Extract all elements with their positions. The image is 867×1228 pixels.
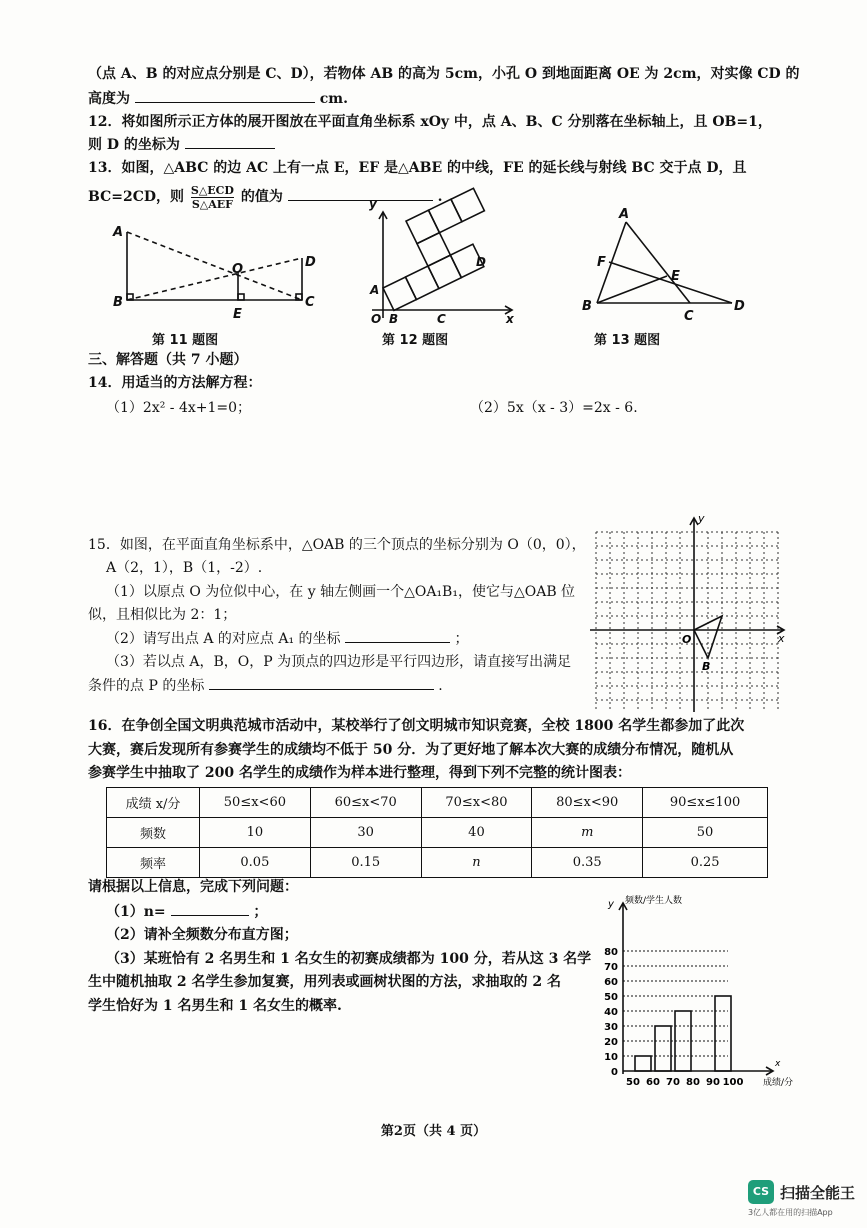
q16-part1-end: ； [253,904,268,920]
hist-bar [715,996,731,1071]
q11-line1: （点 A、B 的对应点分别是 C、D），若物体 AB 的高为 5cm，小孔 O 到地面距离 OE 为 2cm，对实像 CD 的 [88,66,800,82]
figure-13 [582,207,745,324]
q15-line4: 似，且相似比为 2：1； [88,607,237,623]
table-cell: 40 [421,818,532,848]
hist-bar [635,1056,651,1071]
q13-prefix: BC=2CD，则 [88,189,184,205]
q16-n-blank[interactable] [171,901,249,916]
q14-part1: （1）2x² - 4x+1=0； [106,400,252,416]
table-cell: 10 [200,818,311,848]
f13-label-B: B [582,299,592,314]
table-cell: m [532,818,643,848]
hist-xtick: 60 [646,1077,660,1088]
hist-ytick: 20 [604,1037,618,1048]
q12-prefix: 则 D 的坐标为 [88,137,180,153]
section3-heading: 三、解答题（共 7 小题） [88,352,248,368]
q15-part3-end: . [438,678,443,694]
q15-part3-prefix: 条件的点 P 的坐标 [88,678,205,694]
hist-xlabel: 成绩/分 [763,1078,794,1088]
hist-xtick: 70 [666,1077,680,1088]
f13-label-D: D [734,299,745,314]
table-cell: n [421,848,532,878]
f11-label-C: C [305,295,315,310]
q13-line1: 13．如图，△ABC 的边 AC 上有一点 E，EF 是△ABE 的中线，FE 的延长线与射线 BC 交于点 D，且 [88,160,747,176]
f11-label-A: A [113,225,124,240]
table-cell: 频率 [107,848,200,878]
table-header-cell: 70≤x<80 [421,788,532,818]
caption-12: 第 12 题图 [382,333,449,348]
f11-label-O: O [232,262,244,277]
grid-label-B: B [702,660,711,673]
f13-label-C: C [684,309,694,324]
q14-title: 14．用适当的方法解方程： [88,375,262,391]
grid-label-O: O [682,633,692,646]
grid-label-x: x [778,632,785,645]
q15-line1: 15．如图，在平面直角坐标系中，△OAB 的三个顶点的坐标分别为 O（0，0）， [88,537,586,553]
q15-p-blank[interactable] [209,675,434,690]
f13-label-F: F [597,255,606,270]
page-footer: 第2页（共 4 页） [380,1124,487,1139]
f12-label-O: O [371,312,382,326]
caption-13: 第 13 题图 [594,333,661,348]
q13-end: . [437,189,443,205]
q11-unit: cm. [319,91,348,107]
hist-ytick: 10 [604,1052,618,1063]
hist-ytick: 60 [604,977,618,988]
f12-label-C: C [437,312,446,326]
f13-label-A: A [619,207,630,222]
q15-grid[interactable] [588,512,788,712]
table-header-cell: 60≤x<70 [310,788,421,818]
f12-label-A: A [370,283,380,297]
hist-xtick: 50 [626,1077,640,1088]
q15-line2: A（2，1），B（1，-2）. [106,560,263,576]
table-cell: 0.35 [532,848,643,878]
q15-line7 [88,675,443,696]
q13-frac-den: S△AEF [191,197,233,211]
grid-label-y: y [698,512,705,525]
hist-xtick: 90 [706,1077,720,1088]
q16-line3: 参赛学生中抽取了 200 名学生的成绩作为样本进行整理，得到下列不完整的统计图表： [88,765,631,781]
caption-11: 第 11 题图 [152,333,219,348]
q16-part1 [106,901,267,922]
table-cell: 50 [643,818,768,848]
q16-line1: 16．在争创全国文明典范城市活动中，某校举行了创文明城市知识竞赛，全校 1800 名学生都参加了此次 [88,718,745,734]
hist-ytick: 70 [604,962,618,973]
figures-svg [0,0,867,360]
f12-label-D: D [476,255,486,269]
hist-y-axis-letter: y [608,899,614,910]
scanner-tagline: 3亿人都在用的扫描App [748,1208,833,1217]
f13-label-E: E [671,269,680,284]
hist-x-axis-letter: x [775,1059,781,1069]
table-cell: 0.05 [200,848,311,878]
q16-prompt: 请根据以上信息，完成下列问题： [88,879,298,895]
hist-bar [655,1026,671,1071]
hist-ytick: 40 [604,1007,618,1018]
q12-line1: 12．将如图所示正方体的展开图放在平面直角坐标系 xOy 中，点 A、B、C 分别落在坐标轴上，且 OB=1， [88,114,772,130]
q16-part1-prefix: （1）n= [106,904,166,920]
table-row-rate [107,848,768,878]
hist-ytick: 30 [604,1022,618,1033]
f12-label-x: x [506,312,514,326]
scanner-badge [748,1180,860,1222]
q15-a1-blank[interactable] [345,628,450,643]
hist-ytick: 50 [604,992,618,1003]
f12-label-y: y [369,197,377,211]
scanner-name: 扫描全能王 [780,1184,856,1202]
f12-label-B: B [389,312,399,326]
q15-line3: （1）以原点 O 为位似中心，在 y 轴左侧画一个△OA₁B₁，使它与△OAB 位 [106,584,576,600]
histogram-chart[interactable] [585,893,815,1093]
hist-ylabel: 频数/学生人数 [625,896,683,906]
hist-xtick: 100 [722,1077,744,1088]
q13-mid: 的值为 [240,189,283,205]
table-header-cell: 80≤x<90 [532,788,643,818]
q14-part2: （2）5x（x - 3）=2x - 6. [470,400,638,416]
f11-label-B: B [113,295,123,310]
q15-part2-prefix: （2）请写出点 A 的对应点 A₁ 的坐标 [106,631,341,647]
hist-ytick: 0 [611,1067,618,1078]
q13-frac-num: S△ECD [190,183,234,197]
table-row-frequency [107,818,768,848]
table-cell: 0.25 [643,848,768,878]
q15-line5 [106,628,468,649]
hist-xtick: 80 [686,1077,700,1088]
q15-line6: （3）若以点 A，B，O，P 为顶点的四边形是平行四边形，请直接写出满足 [106,654,572,670]
f11-label-E: E [233,307,242,322]
table-cell: 0.15 [310,848,421,878]
q16-part2: （2）请补全频数分布直方图； [106,927,298,943]
table-header-row [107,788,768,818]
hist-ytick: 80 [604,947,618,958]
q15-part2-end: ； [454,631,469,647]
table-cell: 30 [310,818,421,848]
q16-part3-a: （3）某班恰有 2 名男生和 1 名女生的初赛成绩都为 100 分，若从这 3 名学 [106,951,592,967]
table-header-cell: 成绩 x/分 [107,788,200,818]
q11-prefix: 高度为 [88,91,130,107]
q16-part3-c: 学生恰好为 1 名男生和 1 名女生的概率. [88,998,342,1014]
table-cell: 频数 [107,818,200,848]
figure-12 [361,188,515,326]
f11-label-D: D [305,255,316,270]
scanner-logo: CS [748,1180,774,1204]
table-header-cell: 50≤x<60 [200,788,311,818]
q16-line2: 大赛，赛后发现所有参赛学生的成绩均不低于 50 分．为了更好地了解本次大赛的成绩分布情况，随机从 [88,742,734,758]
figure-11 [112,225,316,322]
q16-part3-b: 生中随机抽取 2 名学生参加复赛，用列表或画树状图的方法，求抽取的 2 名 [88,974,561,990]
frequency-table [106,787,768,878]
table-header-cell: 90≤x≤100 [643,788,768,818]
